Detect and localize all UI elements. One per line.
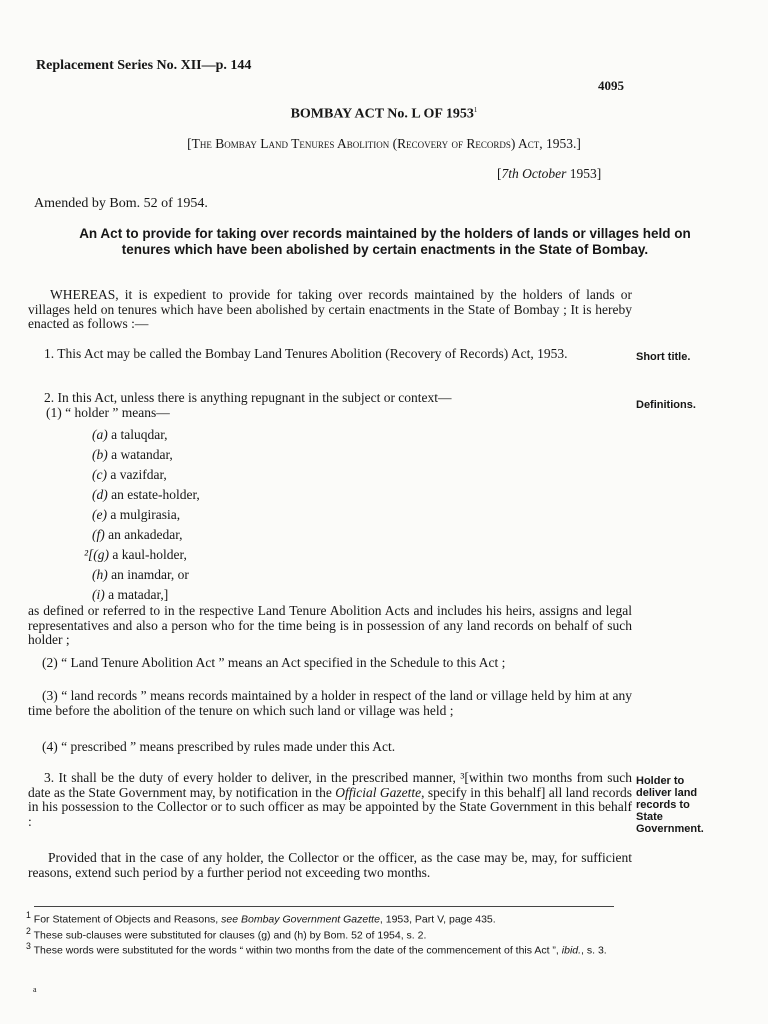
margin-note-short-title: Short title. xyxy=(636,351,691,363)
list-item-mark: (a) xyxy=(92,427,108,442)
footnote: $^2$ These sub-clauses were substituted for clauses (g) and (h) by Bom. 52 of 1954, s. 2. xyxy=(26,925,427,941)
holder-list-item xyxy=(92,587,168,603)
preamble: WHEREAS, it is expedient to provide for taking over records maintained by the holders of lands or villages held on tenures which have been abolished by certain enactments in the State of Bombay ; It is hereby enacted as follows :— xyxy=(28,287,632,331)
section-3-proviso: Provided that in the case of any holder, the Collector or the officer, as the case may be, may, for sufficient reasons, extend such period by a further period not exceeding two months. xyxy=(28,850,632,880)
footnotes xyxy=(26,910,626,957)
list-item-mark: (f) xyxy=(92,527,105,542)
section-2-sub-3: (3) “ land records ” means records maintained by a holder in respect of the land or village held by him at any time before the abolition of the tenure on which such land or village was held ; xyxy=(28,688,632,718)
holder-list-item xyxy=(92,487,200,503)
holder-list-item xyxy=(92,467,167,483)
footnote-rule xyxy=(34,906,614,907)
series-header: Replacement Series No. XII—p. 144 xyxy=(36,58,252,73)
section-3-text-b: , specify in this behalf] all land records in his possession to the Collector or to such officer as may be appointed by the State Government in this behalf : xyxy=(28,784,632,829)
footnote: $^1$ For Statement of Objects and Reasons, see Bombay Government Gazette, 1953, Part V, page 435. xyxy=(26,910,496,926)
list-item-text: a vazifdar, xyxy=(106,467,167,482)
section-2-sub-2: (2) “ Land Tenure Abolition Act ” means an Act specified in the Schedule to this Act ; xyxy=(42,655,506,670)
act-title-footnote-mark: 1 xyxy=(473,106,478,114)
holder-list-item xyxy=(84,547,187,563)
date-year: 1953] xyxy=(566,166,602,181)
list-item-text: an estate-holder, xyxy=(107,487,200,502)
act-date xyxy=(497,166,601,182)
list-item-mark: (c) xyxy=(92,467,107,482)
section-2-sub-4: (4) “ prescribed ” means prescribed by rules made under this Act. xyxy=(42,739,396,754)
section-2-tail: as defined or referred to in the respective Land Tenure Abolition Acts and includes his heirs, assigns and legal representatives and also a person who for the time being is in possession of any land records on behalf of such holder ; xyxy=(28,603,632,647)
holder-list-item xyxy=(92,567,189,583)
short-title-line: [The Bombay Land Tenures Abolition (Recovery of Records) Act, 1953.] xyxy=(187,136,581,151)
section-3-gazette: Official Gazette xyxy=(335,784,422,800)
list-item-mark: (b) xyxy=(92,447,108,462)
section-3-text-a: 3. It shall be the duty of every holder to deliver, in the prescribed manner, ³[within two months from such date as the State Government may, by notification in the xyxy=(28,770,632,800)
list-item-mark: (d) xyxy=(92,487,108,502)
list-item-mark: (e) xyxy=(92,507,107,522)
date-day-month: 7th October xyxy=(501,166,567,181)
holder-list-item xyxy=(92,447,173,463)
act-title xyxy=(0,106,768,123)
section-2-intro: 2. In this Act, unless there is anything repugnant in the subject or context— xyxy=(44,390,452,405)
holder-list-item xyxy=(92,427,168,443)
act-title-text: BOMBAY ACT No. L OF 1953 xyxy=(290,106,474,122)
list-item-text: a watandar, xyxy=(107,447,173,462)
section-3 xyxy=(28,771,632,829)
margin-note-holder-deliver: Holder to deliver land records to State Government. xyxy=(636,775,704,835)
holder-list-item xyxy=(92,507,180,523)
page-number: 4095 xyxy=(598,78,624,93)
list-item-text: a matadar,] xyxy=(104,587,169,602)
section-2-sub-1: (1) “ holder ” means— xyxy=(46,405,170,420)
date-open: [ xyxy=(497,166,502,181)
long-title: An Act to provide for taking over records maintained by the holders of lands or villages held on tenures which have been abolished by certain enactments in the State of Bombay. xyxy=(79,226,691,257)
list-item-mark: (i) xyxy=(92,587,105,602)
list-item-mark: (h) xyxy=(92,567,108,582)
margin-note-definitions: Definitions. xyxy=(636,399,696,411)
holder-list-item xyxy=(92,527,183,543)
list-item-text: a mulgirasia, xyxy=(106,507,181,522)
corner-mark: a xyxy=(33,985,37,994)
section-1: 1. This Act may be called the Bombay Land Tenures Abolition (Recovery of Records) Act, 1953. xyxy=(44,346,568,361)
list-item-text: a taluqdar, xyxy=(107,427,168,442)
list-item-text: an ankadedar, xyxy=(104,527,183,542)
footnote: $^3$ These words were substituted for the words “ within two months from the date of the commencement of this Act ”, ibid., s. 3. xyxy=(26,941,607,957)
list-item-mark: ²[(g) xyxy=(84,547,110,562)
list-item-text: an inamdar, or xyxy=(107,567,189,582)
list-item-text: a kaul-holder, xyxy=(109,547,187,562)
amended-note: Amended by Bom. 52 of 1954. xyxy=(34,196,208,211)
